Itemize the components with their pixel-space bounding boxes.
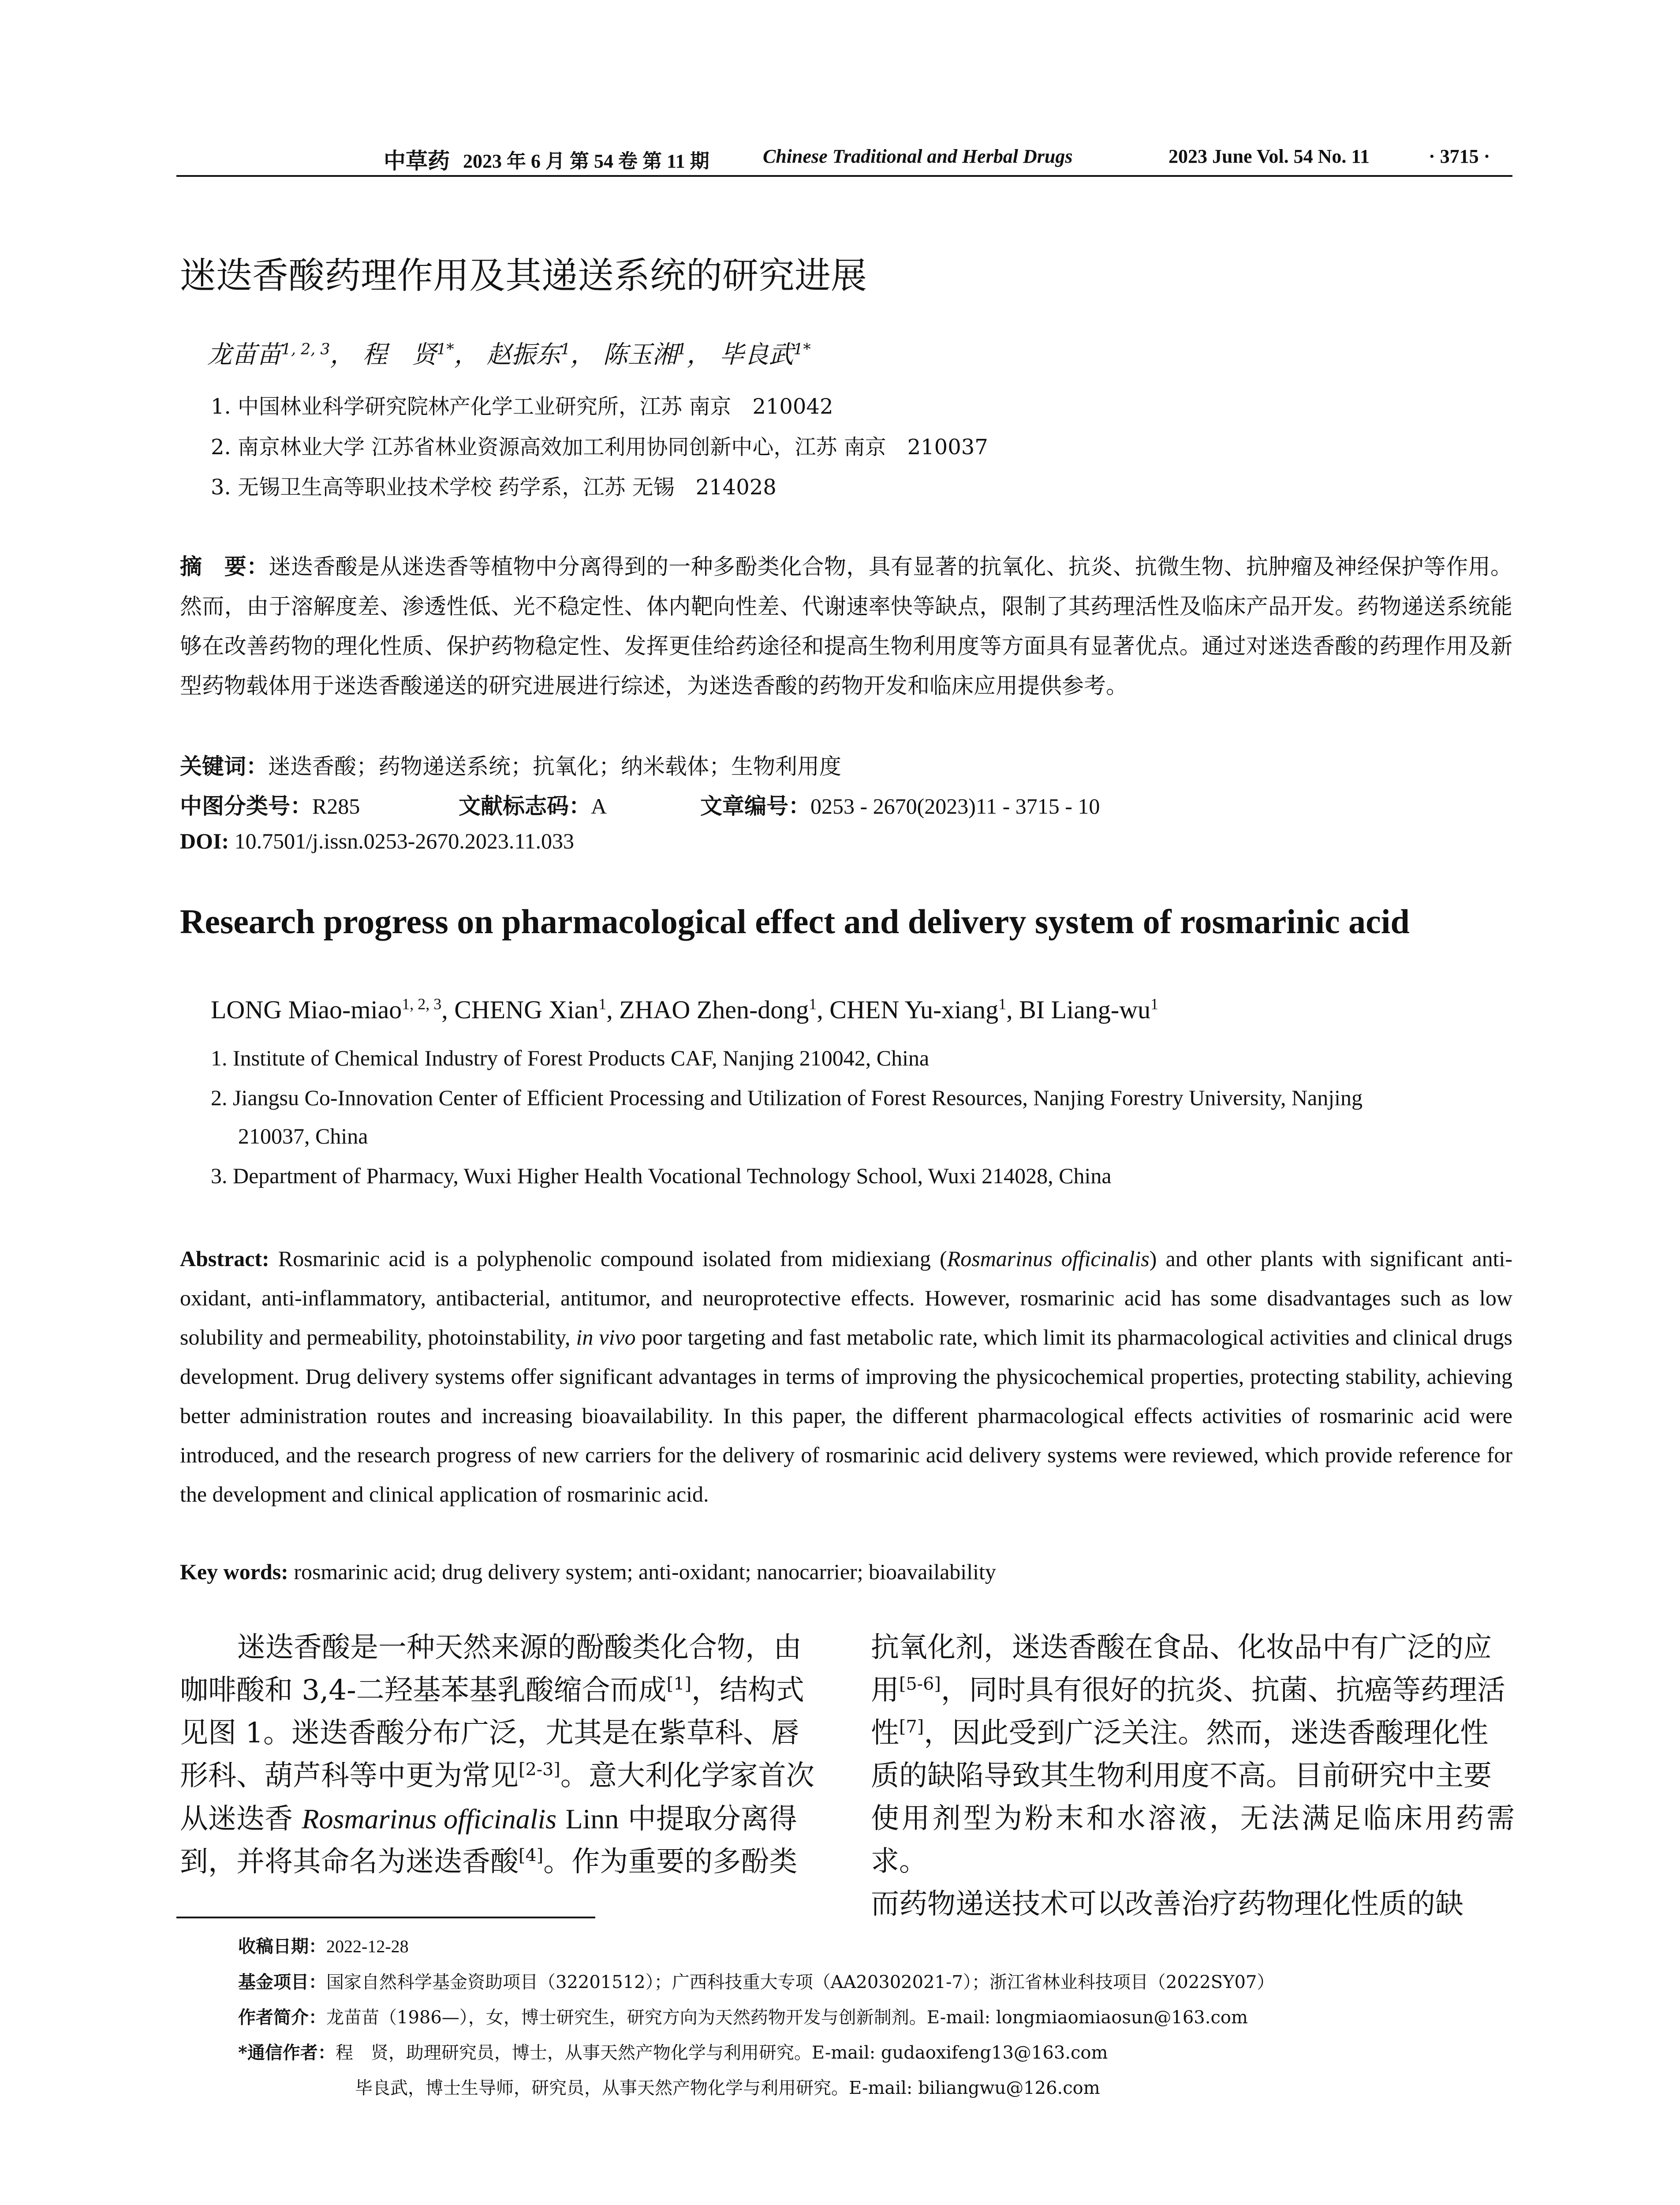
author-affiliation-mark: 1, 2, 3 [402,995,442,1013]
author-name: BI Liang-wu [1019,995,1151,1024]
author-name: 赵振东 [486,340,561,369]
issue-date-cn: 2023 年 6 月 第 54 卷 第 11 期 [463,150,709,172]
footnote-label: 收稿日期： [238,1936,326,1957]
journal-name-cn: 中草药 [384,148,450,174]
body-column-left [180,1626,828,1884]
abstract-en-label: Abstract: [180,1246,269,1271]
author-affiliation-mark: 1 [998,995,1007,1013]
body-line: 质的缺陷导致其生物利用度不高。目前研究中主要 [871,1760,1492,1792]
author-name: 毕良武 [719,340,794,369]
species-name: Rosmarinus officinalis [947,1246,1150,1271]
body-line: 到，并将其命名为迷迭香酸[4]。作为重要的多酚类 [180,1845,798,1878]
abstract-en-text: Rosmarinic acid is a polyphenolic compound isolated from midiexiang ( [278,1246,947,1271]
body-line: 用[5-6]，同时具有很好的抗炎、抗菌、抗癌等药理活 [871,1674,1505,1707]
doi-line [180,828,574,854]
running-header [176,143,1512,179]
body-column-right [871,1626,1515,1926]
doi-value: 10.7501/j.issn.0253-2670.2023.11.033 [234,829,574,853]
author-name: CHENG Xian [454,995,599,1024]
author-affiliation-mark: 1 [809,995,817,1013]
keywords-cn-text: 迷迭香酸；药物递送系统；抗氧化；纳米载体；生物利用度 [268,754,841,779]
article-number-label: 文章编号： [700,793,810,819]
abstract-en [180,1239,1512,1514]
author-name: LONG Miao-miao [211,995,402,1024]
affiliation-cn-2: 2. 南京林业大学 江苏省林业资源高效加工利用协同创新中心，江苏 南京 210037 [211,435,988,460]
author-name: 龙苗苗 [207,340,281,369]
body-line: 而药物递送技术可以改善治疗药物理化性质的缺 [871,1888,1463,1921]
author-affiliation-mark: 1, 2, 3 [281,340,330,359]
article-title-cn: 迷迭香酸药理作用及其递送系统的研究进展 [180,255,867,297]
affiliation-cn-1: 1. 中国林业科学研究院林产化学工业研究所，江苏 南京 210042 [211,394,833,419]
footnote-label: 基金项目： [238,1972,326,1992]
keywords-en-text: rosmarinic acid; drug delivery system; anti-oxidant; nanocarrier; bioavailability [294,1559,996,1584]
author-list-en: LONG Miao-miao$^{1, 2, 3}$, CHENG Xian$^1$, ZHAO Zhen-dong$^1$, CHEN Yu-xiang$^1$, BI Liang-$wu^1$ [211,995,1159,1024]
footnote-label: *通信作者： [238,2042,336,2063]
author-affiliation-mark: 1 [598,995,607,1013]
in-vivo-term: in vivo [576,1325,636,1349]
page-number: · 3715 · [1429,146,1490,167]
footnote-corresponding [238,2039,1108,2064]
doc-code: A [591,794,607,818]
received-date: 2022-12-28 [326,1936,409,1956]
author-name: CHEN Yu-xiang [829,995,999,1024]
footnote-corresponding-2: 毕良武，博士生导师，研究员，从事天然产物化学与利用研究。E-mail: biliangwu@126.com [355,2078,1100,2098]
footnote-rule [176,1917,595,1918]
affiliation-en-2: 2. Jiangsu Co-Innovation Center of Efficient Processing and Utilization of Forest Resources, Nanjing Forestry University, Nanjing [211,1085,1363,1110]
keywords-en-label: Key words: [180,1559,288,1584]
footnote-bio [238,2003,1248,2029]
bio-text: 龙苗苗（1986—），女，博士研究生，研究方向为天然药物开发与创新制剂。E-mail: longmiaomiaosun@163.com [326,2007,1248,2028]
header-rule [176,175,1512,177]
body-line: 见图 1。迷迭香酸分布广泛，尤其是在紫草科、唇 [180,1717,800,1749]
abstract-cn-text: 迷迭香酸是从迷迭香等植物中分离得到的一种多酚类化合物，具有显著的抗氧化、抗炎、抗微生物、抗肿瘤及神经保护等作用。然而，由于溶解度差、渗透性低、光不稳定性、体内靶向性差、代谢速率快等缺点，限制了其药理活性及临床产品开发。药物递送系统能够在改善药物的理化性质、保护药物稳定性、发挥更佳给药途径和提高生物利用度等方面具有显著优点。通过对迷迭香酸的药理作用及新型药物载体用于迷迭香酸递送的研究进展进行综述，为迷迭香酸的药物开发和临床应用提供参考。 [180,554,1513,699]
author-affiliation-mark: 1* [793,340,811,359]
classification-line [180,789,1512,819]
body-line: 抗氧化剂，迷迭香酸在食品、化妆品中有广泛的应 [871,1631,1492,1664]
abstract-cn-label: 摘 要： [180,553,269,579]
article-title-en: Research progress on pharmacological effect and delivery system of rosmarinic acid [180,902,1410,941]
clc-label: 中图分类号： [180,793,312,819]
corresponding-author-1: 程 贤，助理研究员，博士，从事天然产物化学与利用研究。E-mail: gudaoxifeng13@163.com [335,2043,1108,2063]
author-affiliation-mark: 1* [437,340,454,359]
footnote-received [238,1932,409,1958]
journal-name-en: Chinese Traditional and Herbal Drugs [763,146,1073,167]
keywords-cn-label: 关键词： [180,753,268,779]
author-affiliation-mark: 1 [1150,995,1159,1013]
abstract-en-text: poor targeting and fast metabolic rate, which limit its pharmacological activities and clinical drugs development. Drug delivery systems offer significant advantages in terms of improving the physicochemical properties, protecting stability, achieving better administration routes and increasing bioavailability. In this paper, the different pharmacological effects activities of rosmarinic acid were introduced, and the research progress of new carriers for the delivery of rosmarinic acid delivery systems were reviewed, which provide reference for the development and clinical application of rosmarinic acid. [180,1325,1512,1506]
body-line: 迷迭香酸是一种天然来源的酚酸类化合物，由 [237,1631,802,1664]
body-line: 形科、葫芦科等中更为常见[2-3]。意大利化学家首次 [180,1759,814,1792]
affiliation-cn-3: 3. 无锡卫生高等职业技术学校 药学系，江苏 无锡 214028 [211,475,777,500]
affiliation-en-2-cont: 210037, China [238,1124,368,1148]
body-line: 从迷迭香 Rosmarinus officinalis Linn 中提取分离得 [180,1803,797,1835]
author-name: 陈玉湘 [603,340,677,369]
keywords-cn [180,749,841,781]
issue-date-en: 2023 June Vol. 54 No. 11 [1169,146,1370,167]
doi-label: DOI: [180,829,229,853]
keywords-en [180,1559,996,1585]
author-name: 程 贤 [362,340,437,369]
abstract-en-text: ) and other plants with significant anti-oxidant, anti-inflammatory, antibacterial, antitumor, and neuroprotective effects. However, rosmarinic acid has some disadvantages such as low solubility and permeability, photoinstability, [180,1246,1513,1349]
footnote-fund [238,1968,1274,1993]
author-affiliation-mark: 1 [677,340,687,359]
abstract-cn [180,547,1512,706]
footnote-label: 作者简介： [238,2007,326,2028]
body-line: 性[7]，因此受到广泛关注。然而，迷迭香酸理化性 [871,1716,1489,1749]
author-name: ZHAO Zhen-dong [619,995,809,1024]
article-number: 0253 - 2670(2023)11 - 3715 - 10 [810,794,1100,818]
body-line: 咖啡酸和 3,4-二羟基苯基乳酸缩合而成[1]，结构式 [180,1674,804,1707]
fund-text: 国家自然科学基金资助项目（32201512）；广西科技重大专项（AA20302021-7）；浙江省林业科技项目（2022SY07） [326,1972,1275,1992]
body-line: 使用剂型为粉末和水溶液，无法满足临床用药需求。 [871,1802,1515,1878]
doc-code-label: 文献标志码： [459,793,591,819]
author-affiliation-mark: 1 [560,340,571,359]
clc-code: R285 [312,794,360,818]
author-list-cn: 龙苗苗$^{1, 2, 3}$， 程 贤$^{1*}$， 赵振东$^1$， 陈玉湘$^1$， 毕良武$^{1*}$ [207,340,811,369]
affiliation-en-1: 1. Institute of Chemical Industry of Forest Products CAF, Nanjing 210042, China [211,1046,930,1070]
affiliation-en-3: 3. Department of Pharmacy, Wuxi Higher Health Vocational Technology School, Wuxi 214028, China [211,1163,1112,1188]
